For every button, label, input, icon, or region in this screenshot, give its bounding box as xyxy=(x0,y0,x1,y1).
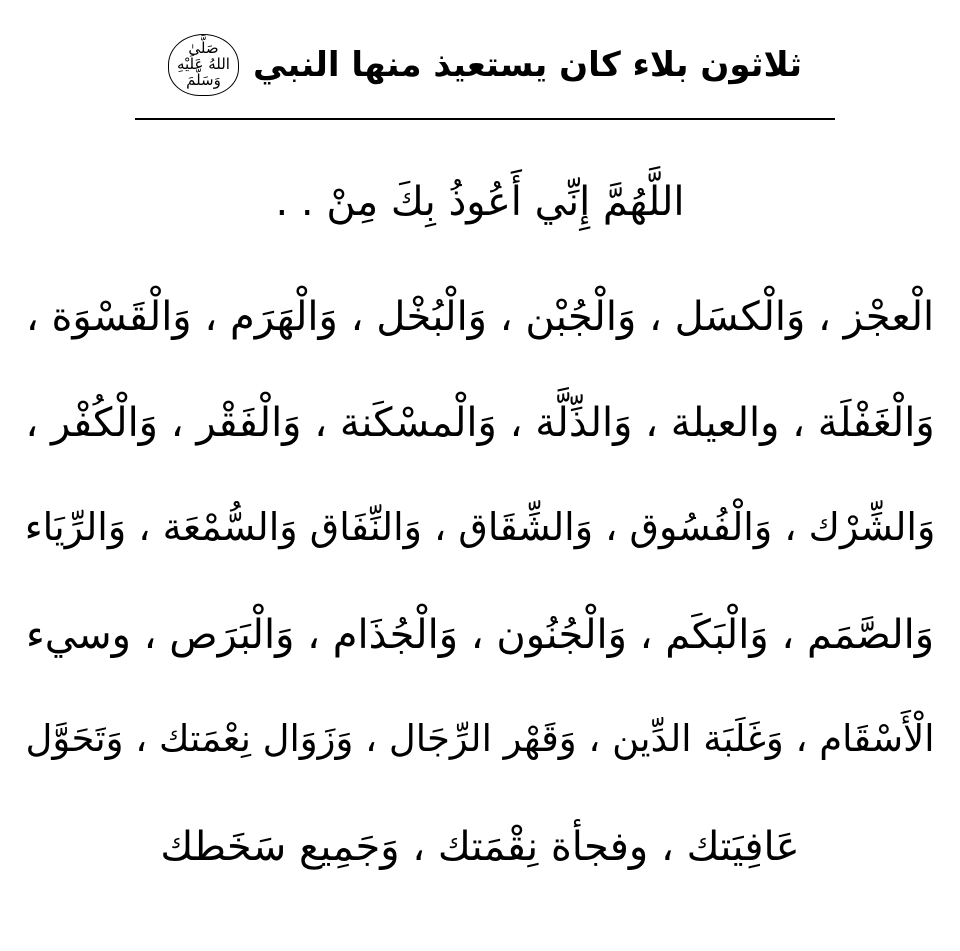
salawat-line-3: وَسَلَّمَ xyxy=(186,70,221,89)
supplication-line: وَالْغَفْلَة ، والعيلة ، وَالذِّلَّة ، وَالْمسْكَنة ، وَالْفَقْر ، وَالْكُفْر ، xyxy=(25,400,935,446)
supplication-line: عَافِيَتك ، وفجأة نِقْمَتك ، وَجَمِيع سَخَطك xyxy=(160,824,800,870)
supplication-line: الْعجْز ، وَالْكسَل ، وَالْجُبْن ، وَالْبُخْل ، وَالْهَرَم ، وَالْقَسْوَة ، xyxy=(25,294,935,340)
supplication-lines xyxy=(20,292,940,928)
supplication-line: وَالشِّرْك ، وَالْفُسُوق ، وَالشِّقَاق ، وَالنِّفَاق وَالسُّمْعَة ، وَالرِّيَاء xyxy=(24,505,936,549)
supplication-intro: اللَّهُمَّ إِنِّي أَعُوذُ بِكَ مِنْ . . xyxy=(275,179,685,225)
salawat-line-2: اللهُ عَلَيْهِ xyxy=(176,55,230,74)
supplication-line: وَالصَّمَم ، وَالْبَكَم ، وَالْجُنُون ، وَالْجُذَام ، وَالْبَرَص ، وسيء xyxy=(25,612,935,658)
title-underline xyxy=(135,118,835,120)
salawat-line-1: صَلَّىٰ xyxy=(188,39,219,58)
salawat-calligraphy-glyph xyxy=(168,34,239,95)
page-title: ثلاثون بلاء كان يستعيذ منها النبي xyxy=(252,45,803,85)
supplication-line: الْأَسْقَام ، وَغَلَبَة الدِّين ، وَقَهْر الرِّجَال ، وَزَوَال نِعْمَتك ، وَتَحَوَّل xyxy=(25,717,935,760)
title-row xyxy=(135,20,835,110)
